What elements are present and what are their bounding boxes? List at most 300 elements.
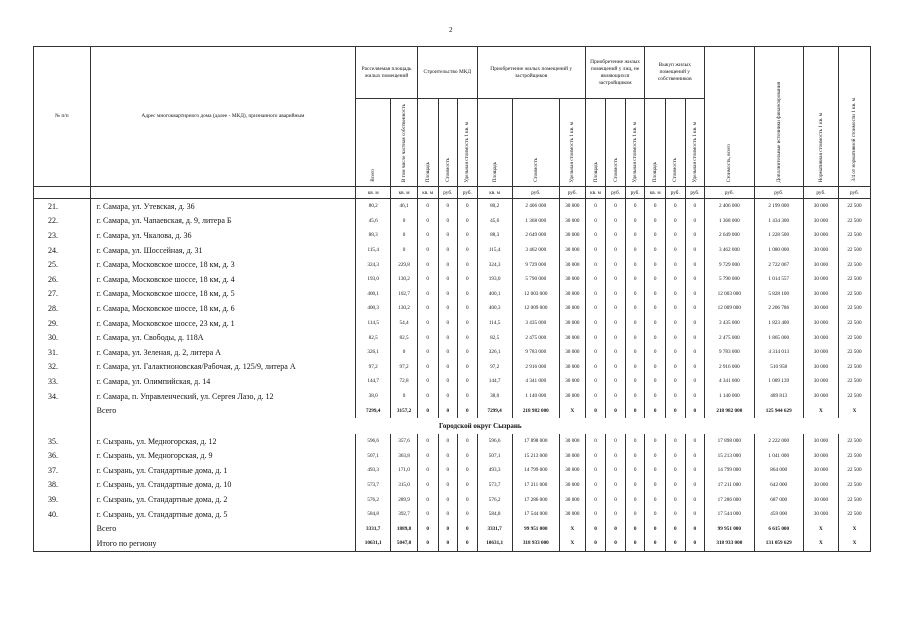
row-value: 2 406 000	[705, 199, 754, 214]
row-value: 0	[417, 463, 438, 478]
unit-cell: кв. м	[356, 187, 391, 199]
row-value: 0	[665, 536, 685, 551]
row-value: 30 000	[803, 287, 838, 302]
section-spacer	[34, 418, 91, 434]
row-value: 0	[458, 301, 478, 316]
row-value: 0	[438, 316, 458, 331]
row-value: 30 000	[803, 389, 838, 404]
row-value: 0	[645, 257, 666, 272]
row-value: 1 140 000	[705, 389, 754, 404]
row-value: 144,7	[356, 374, 391, 389]
row-value: 0	[606, 272, 626, 287]
table-row	[34, 492, 871, 507]
row-value: 0	[665, 257, 685, 272]
unit-cell: руб.	[559, 187, 585, 199]
row-number: 27.	[34, 287, 91, 302]
row-value: 0	[606, 478, 626, 493]
row-value: 80,2	[477, 199, 512, 214]
row-value: 0	[606, 330, 626, 345]
row-value: 0	[458, 434, 478, 449]
row-value: 0	[417, 214, 438, 229]
row-value: 30 000	[559, 272, 585, 287]
row-value: 0	[417, 449, 438, 464]
row-value: 0	[438, 389, 458, 404]
row-value: 0	[458, 228, 478, 243]
row-value: 0	[458, 316, 478, 331]
row-address: г. Сызрань, ул. Медногорская, д. 9	[90, 449, 356, 464]
row-number: 32.	[34, 360, 91, 375]
row-address: г. Самара, ул. Утевская, д. 36	[90, 199, 356, 214]
housing-relocation-table	[33, 46, 871, 552]
row-value: 0	[606, 257, 626, 272]
unit-cell: кв. м	[417, 187, 438, 199]
row-value: 22 500	[838, 374, 870, 389]
row-value: 9 783 000	[512, 345, 559, 360]
row-value: 0	[685, 389, 705, 404]
row-value: 72,8	[391, 374, 418, 389]
row-value: 596,6	[477, 434, 512, 449]
row-value: 0	[665, 521, 685, 536]
row-value: 102,7	[391, 287, 418, 302]
row-value: 315,0	[391, 478, 418, 493]
row-value: 0	[645, 449, 666, 464]
row-value: 0	[417, 287, 438, 302]
table-row	[34, 301, 871, 316]
row-value: 0	[585, 389, 606, 404]
row-number: 31.	[34, 345, 91, 360]
row-value: 30 000	[559, 228, 585, 243]
row-label: Всего	[90, 403, 356, 418]
table-row	[34, 214, 871, 229]
row-value: 0	[417, 403, 438, 418]
row-value: 400,1	[356, 287, 391, 302]
row-value: 0	[606, 345, 626, 360]
row-value: 0	[438, 521, 458, 536]
row-value: 0	[585, 214, 606, 229]
row-value: 30 000	[803, 316, 838, 331]
row-value: 0	[645, 492, 666, 507]
row-value: X	[559, 403, 585, 418]
row-value: 0	[585, 301, 606, 316]
row-value: 30 000	[559, 507, 585, 522]
row-value: 114,5	[356, 316, 391, 331]
row-value: 193,0	[356, 272, 391, 287]
row-value: 0	[585, 521, 606, 536]
row-value: 45,6	[356, 214, 391, 229]
row-value: 4 314 013	[754, 345, 803, 360]
row-value: 30 000	[559, 316, 585, 331]
row-value: 0	[458, 287, 478, 302]
row-value: 3331,7	[356, 521, 391, 536]
row-value: 30 000	[803, 345, 838, 360]
row-value: 363,8	[391, 449, 418, 464]
row-value: 6 615 000	[754, 521, 803, 536]
row-value: 0	[417, 257, 438, 272]
row-value: X	[803, 536, 838, 551]
row-value: 2 649 000	[512, 228, 559, 243]
row-value: 0	[685, 434, 705, 449]
table-row	[34, 330, 871, 345]
header-three-quarters-cost: 3/4 от нормативной стоимости 1 кв. м	[838, 47, 870, 187]
row-value: 22 500	[838, 199, 870, 214]
header-total-cost: Стоимость, всего	[705, 47, 754, 187]
table-row	[34, 228, 871, 243]
row-value: 326,1	[356, 345, 391, 360]
row-number: 40.	[34, 507, 91, 522]
row-value: 22 500	[838, 360, 870, 375]
row-value: 30 000	[803, 492, 838, 507]
unit-cell: руб.	[512, 187, 559, 199]
row-value: 0	[665, 199, 685, 214]
row-value: 38,0	[356, 389, 391, 404]
row-value: 0	[685, 403, 705, 418]
row-value: 0	[438, 272, 458, 287]
header-nondev-cost: Стоимость	[606, 99, 626, 187]
row-value: 0	[685, 449, 705, 464]
row-value: 0	[585, 243, 606, 258]
row-value: 0	[685, 345, 705, 360]
unit-cell: руб.	[803, 187, 838, 199]
row-value: 1 368 000	[705, 214, 754, 229]
row-number: 35.	[34, 434, 91, 449]
row-value: 0	[665, 389, 685, 404]
row-value: 0	[625, 257, 645, 272]
row-value: 30 000	[803, 228, 838, 243]
header-group-non-developers: Приобретение жилых помещений у лиц, не являющихся застройщиком	[585, 47, 645, 99]
total-row-syzran	[34, 521, 871, 536]
row-value: 0	[585, 463, 606, 478]
row-value: 171,0	[391, 463, 418, 478]
row-value: 30 000	[559, 287, 585, 302]
row-value: 2 916 000	[705, 360, 754, 375]
row-value: 15 213 000	[705, 449, 754, 464]
row-value: 22 500	[838, 214, 870, 229]
row-value: 0	[606, 228, 626, 243]
row-value: 0	[417, 521, 438, 536]
row-value: 82,5	[391, 330, 418, 345]
row-value: 22 500	[838, 301, 870, 316]
row-value: 0	[685, 492, 705, 507]
row-value: 1 041 000	[754, 449, 803, 464]
row-address: г. Самара, п. Управленческий, ул. Сергея Лазо, д. 12	[90, 389, 356, 404]
row-value: 2 475 000	[705, 330, 754, 345]
row-value: 46,1	[391, 199, 418, 214]
row-value: 0	[685, 257, 705, 272]
row-value: 596,6	[356, 434, 391, 449]
row-value: 0	[625, 345, 645, 360]
row-value: 0	[625, 463, 645, 478]
row-value: 0	[645, 463, 666, 478]
row-value: 864 000	[754, 463, 803, 478]
row-address: г. Самара, ул. Зеленая, д. 2, литера А	[90, 345, 356, 360]
row-value: 30 000	[559, 449, 585, 464]
row-value: 0	[438, 330, 458, 345]
row-value: 0	[438, 434, 458, 449]
row-value: 0	[606, 374, 626, 389]
row-value: 0	[665, 287, 685, 302]
header-buyout-cost: Стоимость	[665, 99, 685, 187]
section-row	[34, 418, 871, 434]
row-value: 22 500	[838, 287, 870, 302]
row-value: 0	[585, 374, 606, 389]
row-value: 0	[458, 507, 478, 522]
row-value: 0	[685, 287, 705, 302]
row-value: 30 000	[803, 360, 838, 375]
row-value: 193,0	[477, 272, 512, 287]
row-value: 0	[625, 287, 645, 302]
row-value: 0	[458, 463, 478, 478]
row-value: 0	[458, 449, 478, 464]
row-value: X	[559, 521, 585, 536]
row-value: 0	[645, 374, 666, 389]
total-row-region	[34, 536, 871, 551]
row-value: 0	[458, 389, 478, 404]
row-value: 0	[625, 199, 645, 214]
row-value: 0	[606, 389, 626, 404]
row-value: 88,3	[477, 228, 512, 243]
row-value: 0	[625, 330, 645, 345]
row-value: 30 000	[559, 243, 585, 258]
row-value: 30 000	[803, 374, 838, 389]
row-number: 38.	[34, 478, 91, 493]
row-value: 0	[585, 360, 606, 375]
row-value: 5 828 100	[754, 287, 803, 302]
row-address: г. Самара, ул. Свободы, д. 118А	[90, 330, 356, 345]
section-title: Городской округ Сызрань	[90, 418, 870, 434]
row-value: 30 000	[559, 360, 585, 375]
row-value: 0	[438, 449, 458, 464]
table-row	[34, 507, 871, 522]
row-address: г. Самара, Московское шоссе, 23 км, д. 1	[90, 316, 356, 331]
row-value: 0	[417, 492, 438, 507]
row-value: 507,1	[356, 449, 391, 464]
row-value: 22 500	[838, 243, 870, 258]
row-value: X	[559, 536, 585, 551]
row-value: 30 000	[803, 214, 838, 229]
row-value: 97,2	[391, 360, 418, 375]
row-value: 0	[645, 301, 666, 316]
header-mkd-cost: Стоимость	[438, 99, 458, 187]
row-value: 0	[585, 492, 606, 507]
row-number: 22.	[34, 214, 91, 229]
row-address: г. Самара, Московское шоссе, 18 км, д. 6	[90, 301, 356, 316]
row-value: 0	[391, 228, 418, 243]
row-value: 0	[685, 214, 705, 229]
row-value: 30 000	[803, 507, 838, 522]
row-value: 97,2	[477, 360, 512, 375]
row-value: 0	[685, 330, 705, 345]
row-number: 29.	[34, 316, 91, 331]
row-value: 0	[665, 214, 685, 229]
row-value: 0	[665, 272, 685, 287]
row-number	[34, 536, 91, 551]
row-number: 23.	[34, 228, 91, 243]
row-address: г. Самара, Московское шоссе, 18 км, д. 4	[90, 272, 356, 287]
table-row	[34, 257, 871, 272]
row-value: 0	[665, 374, 685, 389]
header-number: № п/п	[34, 47, 91, 187]
row-value: 0	[585, 228, 606, 243]
table-row	[34, 449, 871, 464]
row-value: 493,3	[477, 463, 512, 478]
row-value: 22 500	[838, 478, 870, 493]
row-number: 36.	[34, 449, 91, 464]
header-additional-sources: Дополнительные источники финансирования	[754, 47, 803, 187]
row-value: 12 003 000	[705, 287, 754, 302]
row-value: 0	[645, 536, 666, 551]
row-value: 0	[585, 434, 606, 449]
row-value: 3 462 000	[705, 243, 754, 258]
row-value: 489 813	[754, 389, 803, 404]
header-buyout-unit-cost: Удельная стоимость 1 кв. м	[685, 99, 705, 187]
row-value: 14 799 000	[705, 463, 754, 478]
row-value: 0	[665, 434, 685, 449]
row-value: 1 089 139	[754, 374, 803, 389]
row-value: 82,5	[356, 330, 391, 345]
row-value: 0	[685, 228, 705, 243]
row-value: 0	[458, 330, 478, 345]
row-value: 5 790 000	[705, 272, 754, 287]
row-label: Итого по региону	[90, 536, 356, 551]
row-value: 0	[585, 199, 606, 214]
row-value: 99 951 000	[512, 521, 559, 536]
table-row	[34, 272, 871, 287]
row-value: X	[803, 403, 838, 418]
row-value: 324,3	[477, 257, 512, 272]
row-value: 0	[665, 449, 685, 464]
row-value: 131 059 629	[754, 536, 803, 551]
row-value: 7299,4	[356, 403, 391, 418]
row-value: 0	[645, 330, 666, 345]
header-area-total: Всего	[356, 99, 391, 187]
row-value: 10631,1	[356, 536, 391, 551]
table-row	[34, 434, 871, 449]
row-value: 22 500	[838, 257, 870, 272]
row-value: 5047,0	[391, 536, 418, 551]
row-value: 0	[665, 330, 685, 345]
header-area-private: В том числе частная собственность	[391, 99, 418, 187]
row-value: 0	[417, 199, 438, 214]
row-value: 22 500	[838, 507, 870, 522]
row-value: 357,6	[391, 434, 418, 449]
unit-cell: руб.	[685, 187, 705, 199]
row-value: 0	[625, 492, 645, 507]
row-value: 573,7	[356, 478, 391, 493]
row-number: 25.	[34, 257, 91, 272]
row-value: 0	[606, 492, 626, 507]
row-value: 0	[645, 521, 666, 536]
row-value: 0	[685, 360, 705, 375]
row-value: 0	[606, 360, 626, 375]
row-number: 33.	[34, 374, 91, 389]
row-value: 0	[606, 403, 626, 418]
row-value: 30 000	[803, 330, 838, 345]
row-value: 0	[625, 374, 645, 389]
row-value: 0	[438, 360, 458, 375]
row-value: 0	[665, 403, 685, 418]
row-value: 0	[665, 478, 685, 493]
row-value: 229,8	[391, 257, 418, 272]
row-address: г. Сызрань, ул. Стандартные дома, д. 10	[90, 478, 356, 493]
row-value: 0	[417, 272, 438, 287]
header-group-construction: Строительство МКД	[417, 47, 477, 99]
row-value: 507,1	[477, 449, 512, 464]
row-value: 584,8	[356, 507, 391, 522]
header-dev-area: Площадь	[477, 99, 512, 187]
row-value: 0	[585, 478, 606, 493]
row-value: 22 500	[838, 272, 870, 287]
row-value: 17 898 000	[705, 434, 754, 449]
row-value: 0	[417, 374, 438, 389]
row-value: 324,3	[356, 257, 391, 272]
row-value: 510 958	[754, 360, 803, 375]
row-value: 0	[645, 316, 666, 331]
row-value: 30 000	[559, 374, 585, 389]
row-address: г. Самара, ул. Шоссейная, д. 31	[90, 243, 356, 258]
row-value: 0	[625, 301, 645, 316]
row-value: 0	[685, 478, 705, 493]
row-value: 0	[685, 507, 705, 522]
row-value: 0	[665, 228, 685, 243]
row-value: 17 211 000	[705, 478, 754, 493]
row-value: 218 982 000	[705, 403, 754, 418]
row-value: 0	[438, 257, 458, 272]
row-value: 0	[665, 463, 685, 478]
row-value: 0	[606, 434, 626, 449]
row-value: 1 140 000	[512, 389, 559, 404]
row-value: 1 434 300	[754, 214, 803, 229]
row-address: г. Самара, ул. Чкалова, д. 36	[90, 228, 356, 243]
row-value: 0	[625, 360, 645, 375]
row-value: 30 000	[803, 449, 838, 464]
row-value: 0	[645, 345, 666, 360]
row-value: 0	[685, 521, 705, 536]
row-value: 0	[438, 228, 458, 243]
row-value: 0	[606, 521, 626, 536]
row-value: 0	[585, 287, 606, 302]
row-value: 0	[665, 243, 685, 258]
row-value: 82,5	[477, 330, 512, 345]
row-value: 0	[625, 521, 645, 536]
row-value: 0	[645, 228, 666, 243]
row-value: 400,3	[477, 301, 512, 316]
row-value: 1 368 000	[512, 214, 559, 229]
row-value: 0	[685, 243, 705, 258]
row-value: 10631,1	[477, 536, 512, 551]
header-group-buyout: Выкуп жилых помещений у собственников	[645, 47, 705, 99]
row-value: 97,2	[356, 360, 391, 375]
row-value: 9 729 000	[705, 257, 754, 272]
row-value: 0	[606, 301, 626, 316]
row-value: 12 003 000	[512, 287, 559, 302]
row-value: 0	[685, 272, 705, 287]
row-value: 0	[438, 301, 458, 316]
row-address: г. Самара, ул. Чапаевская, д. 9, литера Б	[90, 214, 356, 229]
row-value: 0	[606, 214, 626, 229]
row-value: 0	[625, 536, 645, 551]
row-value: 0	[458, 360, 478, 375]
row-value: 30 000	[559, 199, 585, 214]
row-value: 1 228 500	[754, 228, 803, 243]
row-value: 0	[585, 403, 606, 418]
row-value: 17 544 000	[512, 507, 559, 522]
row-value: 400,1	[477, 287, 512, 302]
row-number: 21.	[34, 199, 91, 214]
row-value: 2 406 000	[512, 199, 559, 214]
unit-cell: руб.	[838, 187, 870, 199]
row-value: 0	[417, 389, 438, 404]
row-value: X	[838, 536, 870, 551]
